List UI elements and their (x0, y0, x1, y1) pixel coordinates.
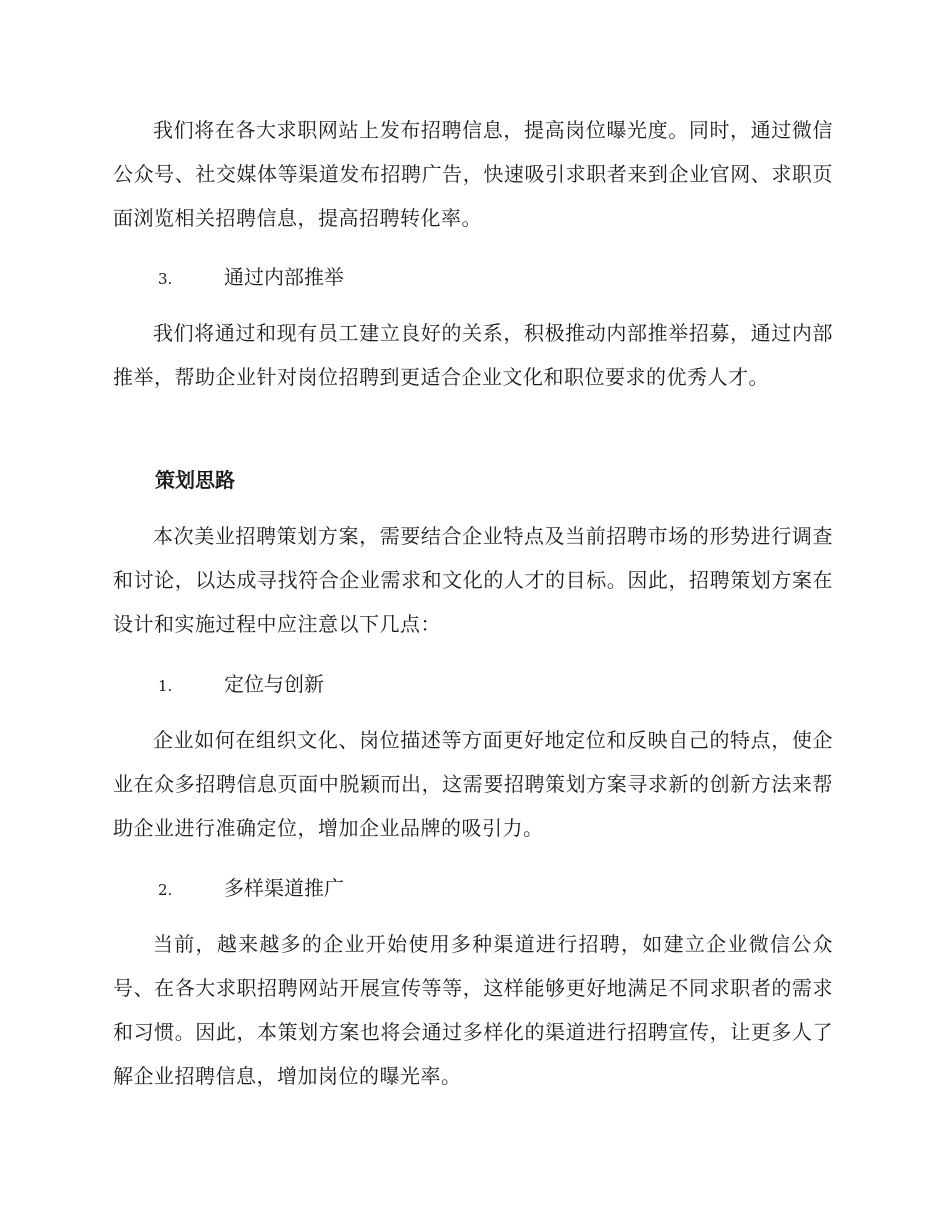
list-item-label: 多样渠道推广 (224, 876, 344, 900)
list-item-channels (158, 866, 758, 912)
list-item-number: 1. (158, 677, 173, 695)
paragraph-channels: 当前，越来越多的企业开始使用多种渠道进行招聘，如建立企业微信公众号、在各大求职招聘网站开展宣传等等，这样能够更好地满足不同求职者的需求和习惯。因此，本策划方案也将会通过多样化的渠道进行招聘宣传，让更多人了解企业招聘信息，增加岗位的曝光率。 (113, 932, 833, 1088)
paragraph-positioning: 企业如何在组织文化、岗位描述等方面更好地定位和反映自己的特点，使企业在众多招聘信息页面中脱颖而出，这需要招聘策划方案寻求新的创新方法来帮助企业进行准确定位，增加企业品牌的吸引力。 (113, 728, 833, 840)
paragraph-internal-referral: 我们将通过和现有员工建立良好的关系，积极推动内部推举招募，通过内部推举，帮助企业针对岗位招聘到更适合企业文化和职位要求的优秀人才。 (113, 321, 833, 389)
list-item-number: 2. (158, 881, 173, 899)
list-item-number: 3. (158, 270, 173, 288)
list-item-label: 通过内部推举 (224, 265, 344, 289)
list-item-positioning (158, 662, 758, 708)
paragraph-planning-overview: 本次美业招聘策划方案，需要结合企业特点及当前招聘市场的形势进行调查和讨论，以达成寻找符合企业需求和文化的人才的目标。因此，招聘策划方案在设计和实施过程中应注意以下几点： (113, 524, 833, 636)
list-item-internal-referral (158, 255, 758, 301)
section-heading: 策划思路 (155, 468, 235, 492)
list-item-label: 定位与创新 (224, 672, 324, 696)
paragraph-job-sites: 我们将在各大求职网站上发布招聘信息，提高岗位曝光度。同时，通过微信公众号、社交媒体等渠道发布招聘广告，快速吸引求职者来到企业官网、求职页面浏览相关招聘信息，提高招聘转化率。 (113, 118, 833, 230)
